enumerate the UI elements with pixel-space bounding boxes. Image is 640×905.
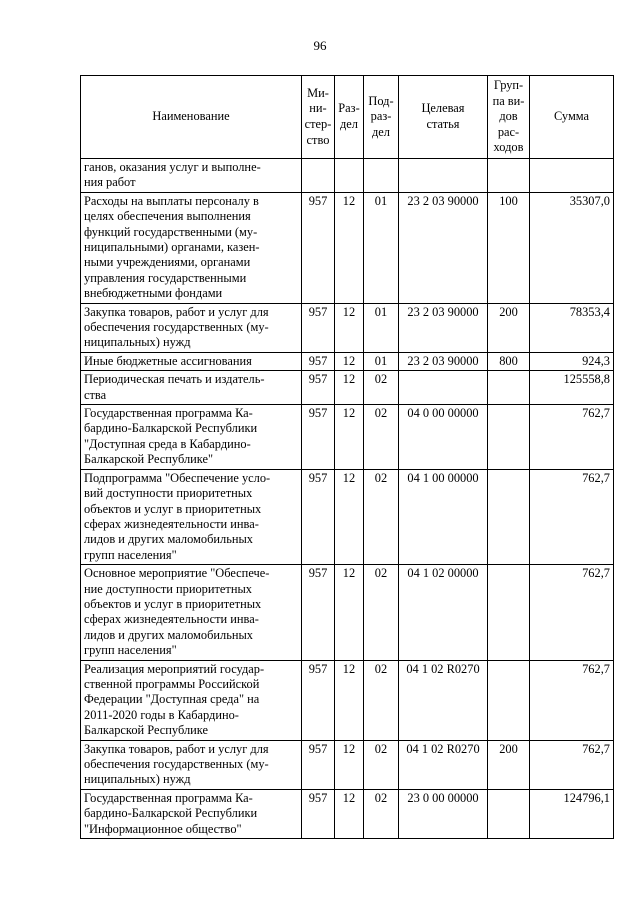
- cell-expense-type: 200: [488, 740, 530, 789]
- cell-name: Расходы на выплаты персоналу в целях обеспечения выполнения функций государственными (му- ниципальными) органами, казен- ными учреждениями, органами управления государственными внебюджетными фондами: [81, 192, 302, 303]
- table-row: [81, 371, 614, 405]
- cell-sum: [530, 158, 614, 192]
- cell-sum: 762,7: [530, 660, 614, 740]
- header-row: [81, 76, 614, 159]
- cell-ministry: 957: [302, 405, 335, 470]
- cell-sum: 924,3: [530, 352, 614, 370]
- cell-subsection: [364, 158, 399, 192]
- table-row: [81, 660, 614, 740]
- cell-name: Государственная программа Ка- бардино-Балкарской Республики "Информационное общество": [81, 789, 302, 838]
- cell-expense-type: [488, 660, 530, 740]
- cell-section: 12: [335, 371, 364, 405]
- cell-expense-type: [488, 789, 530, 838]
- cell-subsection: 01: [364, 192, 399, 303]
- cell-section: 12: [335, 405, 364, 470]
- cell-expense-type: [488, 469, 530, 564]
- table-row: [81, 469, 614, 564]
- cell-ministry: [302, 158, 335, 192]
- cell-expense-type: 200: [488, 303, 530, 352]
- cell-sum: 762,7: [530, 469, 614, 564]
- table-row: [81, 158, 614, 192]
- cell-expense-type: [488, 158, 530, 192]
- cell-name: Закупка товаров, работ и услуг для обеспечения государственных (му- ниципальных) нужд: [81, 740, 302, 789]
- cell-expense-type: [488, 405, 530, 470]
- cell-section: 12: [335, 303, 364, 352]
- table-row: [81, 789, 614, 838]
- cell-target-article: 23 2 03 90000: [399, 352, 488, 370]
- table-row: [81, 565, 614, 660]
- cell-section: 12: [335, 660, 364, 740]
- cell-target-article: 23 2 03 90000: [399, 192, 488, 303]
- cell-ministry: 957: [302, 371, 335, 405]
- cell-ministry: 957: [302, 660, 335, 740]
- cell-target-article: 23 2 03 90000: [399, 303, 488, 352]
- cell-subsection: 02: [364, 405, 399, 470]
- cell-section: [335, 158, 364, 192]
- table-row: [81, 740, 614, 789]
- cell-subsection: 02: [364, 789, 399, 838]
- cell-expense-type: [488, 371, 530, 405]
- cell-subsection: 02: [364, 740, 399, 789]
- cell-target-article: [399, 158, 488, 192]
- cell-ministry: 957: [302, 565, 335, 660]
- cell-ministry: 957: [302, 192, 335, 303]
- cell-subsection: 02: [364, 371, 399, 405]
- cell-subsection: 02: [364, 565, 399, 660]
- cell-name: Закупка товаров, работ и услуг для обеспечения государственных (му- ниципальных) нужд: [81, 303, 302, 352]
- budget-table: [80, 75, 614, 839]
- cell-section: 12: [335, 565, 364, 660]
- header-expense-type-group: Груп- па ви- дов рас- ходов: [488, 76, 530, 159]
- cell-target-article: 23 0 00 00000: [399, 789, 488, 838]
- table-row: [81, 192, 614, 303]
- cell-target-article: 04 1 02 00000: [399, 565, 488, 660]
- cell-expense-type: 100: [488, 192, 530, 303]
- cell-sum: 78353,4: [530, 303, 614, 352]
- table-row: [81, 303, 614, 352]
- cell-target-article: [399, 371, 488, 405]
- cell-section: 12: [335, 192, 364, 303]
- cell-name: Государственная программа Ка- бардино-Балкарской Республики "Доступная среда в Кабардино- Балкарской Республике": [81, 405, 302, 470]
- cell-target-article: 04 1 02 R0270: [399, 740, 488, 789]
- cell-section: 12: [335, 469, 364, 564]
- cell-ministry: 957: [302, 740, 335, 789]
- cell-target-article: 04 1 02 R0270: [399, 660, 488, 740]
- cell-name: Основное мероприятие "Обеспече- ние доступности приоритетных объектов и услуг в приоритетных сферах жизнедеятельности инва- лидов и других маломобильных групп населения": [81, 565, 302, 660]
- cell-target-article: 04 1 00 00000: [399, 469, 488, 564]
- cell-section: 12: [335, 352, 364, 370]
- cell-subsection: 01: [364, 352, 399, 370]
- cell-sum: 762,7: [530, 565, 614, 660]
- table-header: [81, 76, 614, 159]
- header-ministry: Ми- ни- стер- ство: [302, 76, 335, 159]
- cell-ministry: 957: [302, 303, 335, 352]
- header-target-article: Целевая статья: [399, 76, 488, 159]
- cell-name: Реализация мероприятий государ- ственной программы Российской Федерации "Доступная среда" на 2011-2020 годы в Кабардино- Балкарской Республике: [81, 660, 302, 740]
- cell-subsection: 01: [364, 303, 399, 352]
- table-row: [81, 405, 614, 470]
- cell-ministry: 957: [302, 469, 335, 564]
- cell-sum: 762,7: [530, 740, 614, 789]
- cell-target-article: 04 0 00 00000: [399, 405, 488, 470]
- cell-name: Периодическая печать и издатель- ства: [81, 371, 302, 405]
- header-subsection: Под- раз- дел: [364, 76, 399, 159]
- page-number: 96: [313, 38, 327, 53]
- cell-name: Подпрограмма "Обеспечение усло- вий доступности приоритетных объектов и услуг в приоритетных сферах жизнедеятельности инва- лидов и других маломобильных групп населения": [81, 469, 302, 564]
- cell-subsection: 02: [364, 660, 399, 740]
- cell-ministry: 957: [302, 789, 335, 838]
- table-row: [81, 352, 614, 370]
- cell-sum: 124796,1: [530, 789, 614, 838]
- cell-ministry: 957: [302, 352, 335, 370]
- cell-subsection: 02: [364, 469, 399, 564]
- cell-expense-type: [488, 565, 530, 660]
- cell-name: ганов, оказания услуг и выполне- ния работ: [81, 158, 302, 192]
- header-section: Раз- дел: [335, 76, 364, 159]
- cell-section: 12: [335, 740, 364, 789]
- cell-section: 12: [335, 789, 364, 838]
- cell-name: Иные бюджетные ассигнования: [81, 352, 302, 370]
- cell-sum: 125558,8: [530, 371, 614, 405]
- cell-expense-type: 800: [488, 352, 530, 370]
- header-sum: Сумма: [530, 76, 614, 159]
- header-name: Наименование: [81, 76, 302, 159]
- table-body: [81, 158, 614, 838]
- cell-sum: 762,7: [530, 405, 614, 470]
- cell-sum: 35307,0: [530, 192, 614, 303]
